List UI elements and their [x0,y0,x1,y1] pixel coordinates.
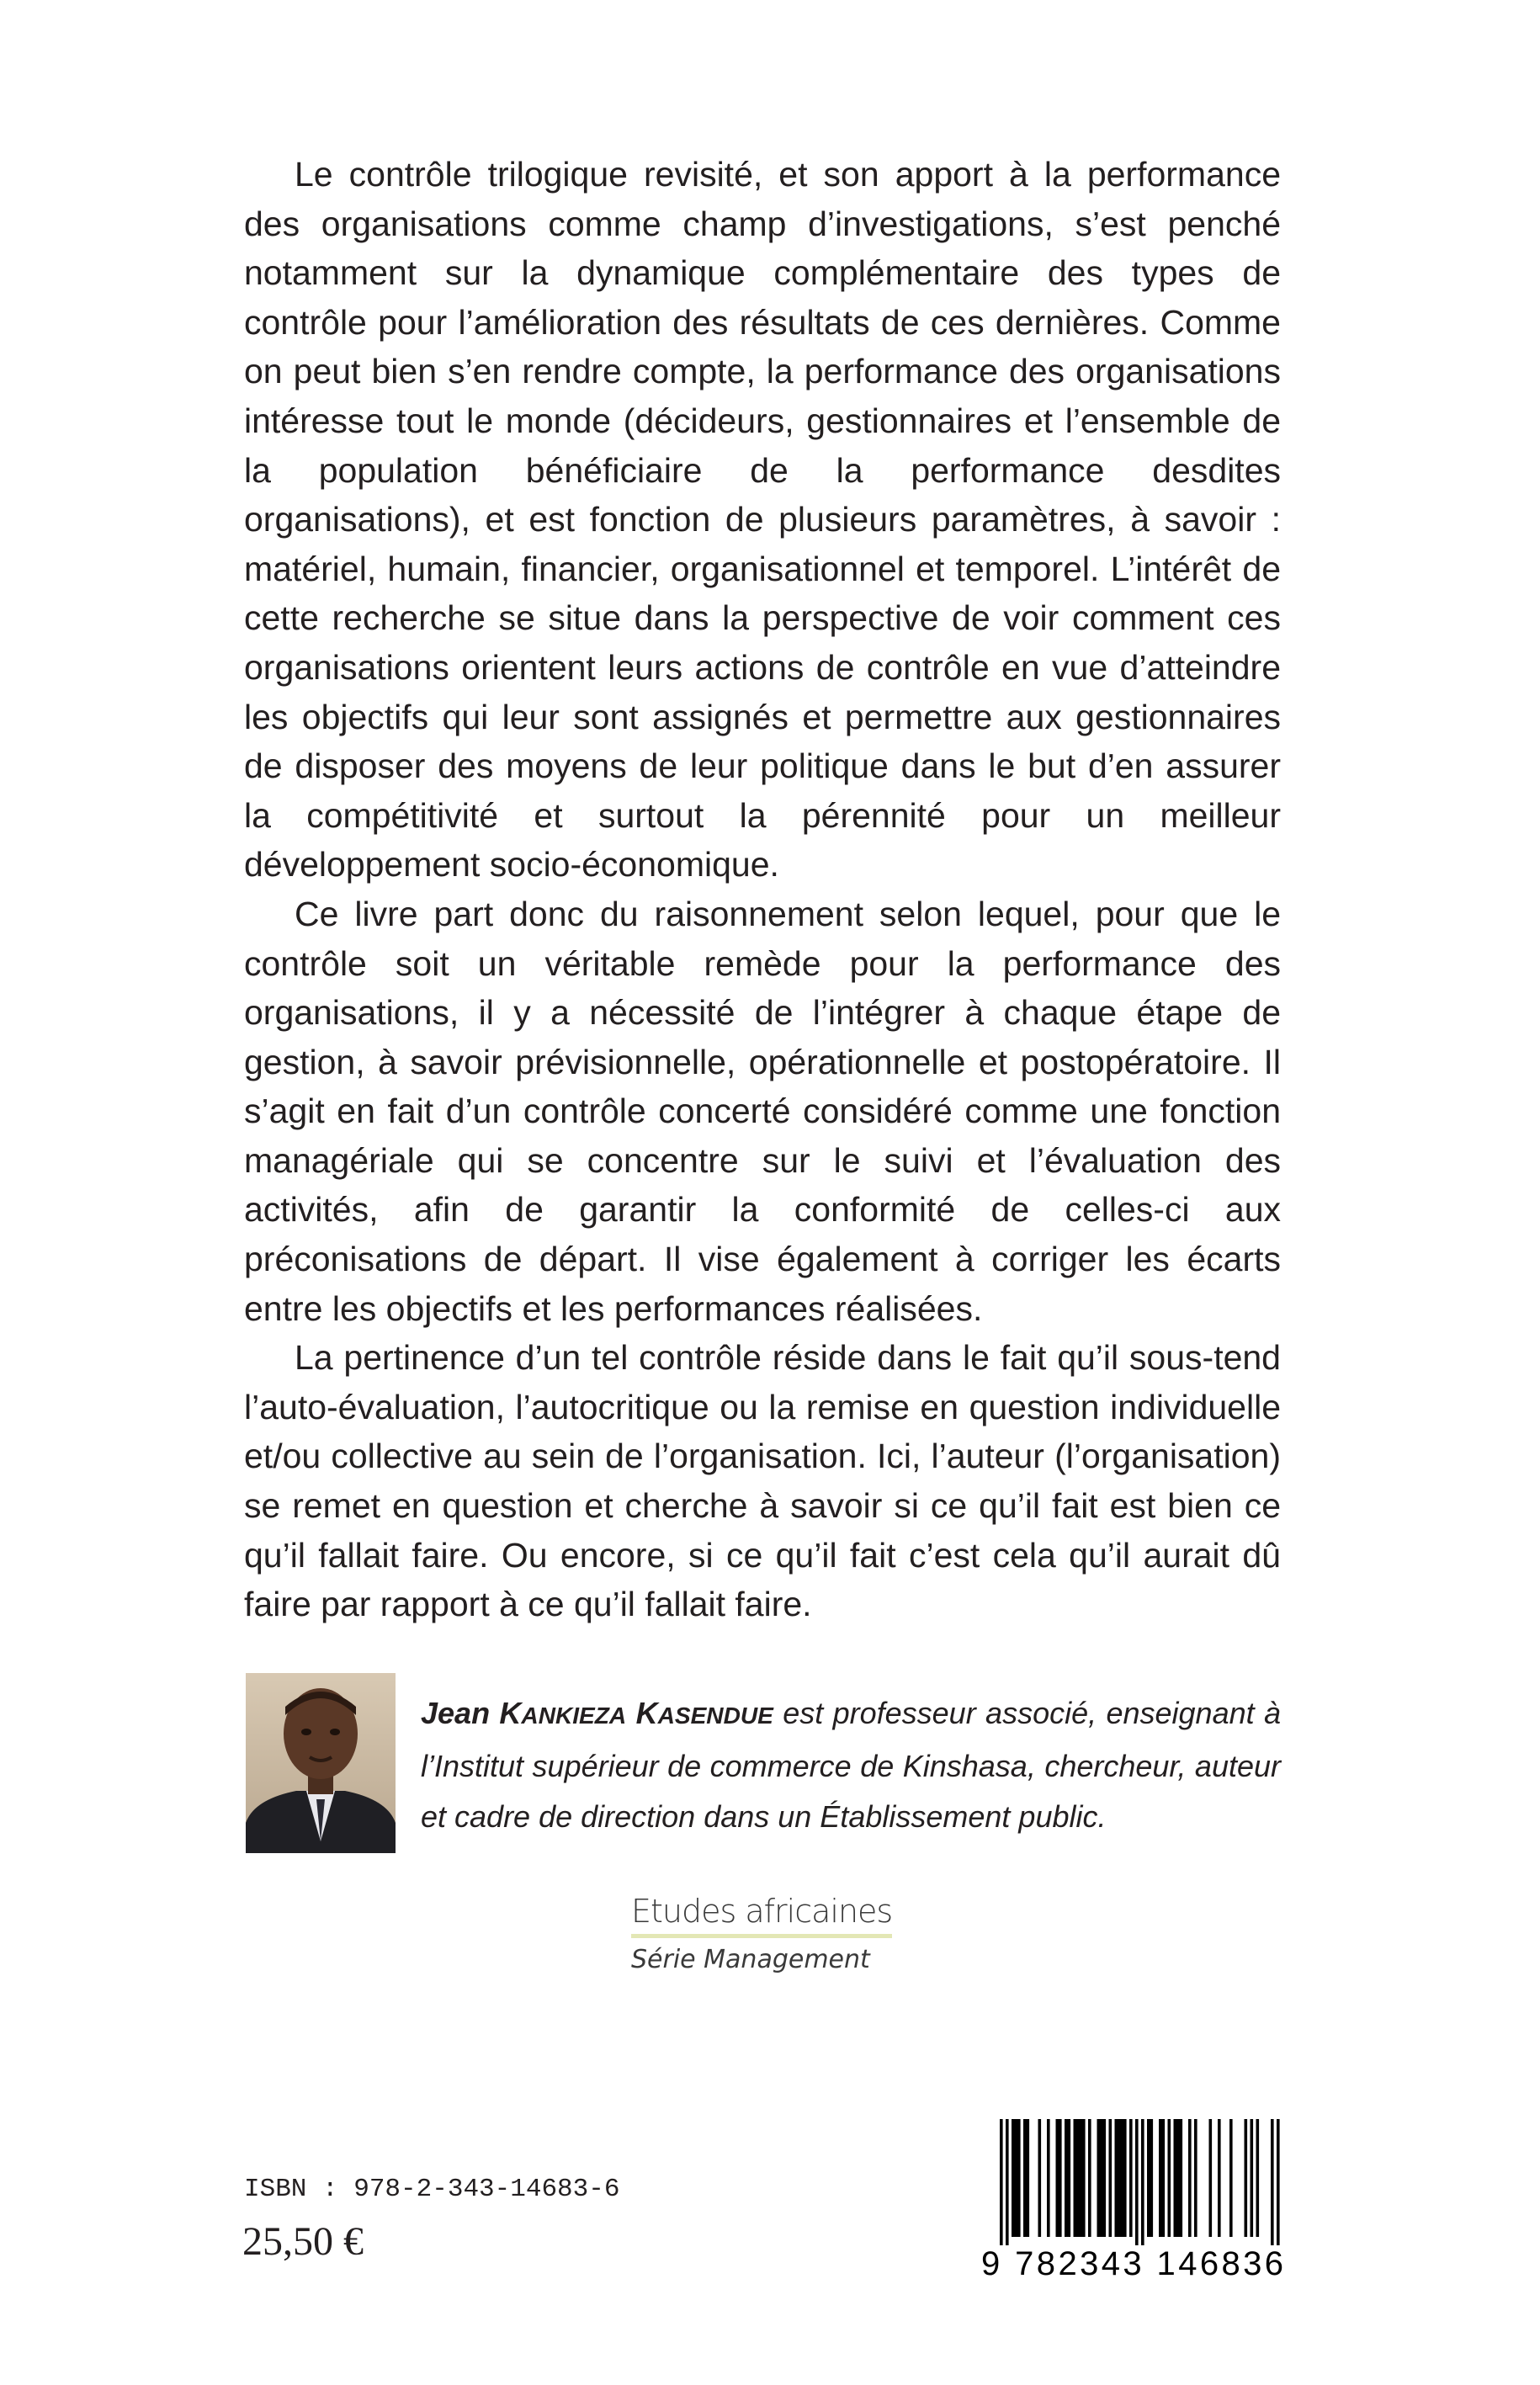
barcode-bar [1121,2119,1124,2237]
barcode-bar [1068,2119,1071,2237]
author-surname-initial: K [499,1696,522,1730]
author-postnom-initial: K [635,1696,658,1730]
barcode-bar [1123,2119,1127,2237]
barcode-bar [1168,2119,1171,2237]
barcode-bar [1017,2119,1021,2237]
barcode-bar [1103,2119,1107,2237]
barcode-bar [1188,2119,1192,2237]
author-photo [246,1673,396,1853]
barcode-bar [1097,2119,1101,2237]
barcode-bar [1109,2119,1113,2237]
barcode-bar [1162,2119,1166,2237]
barcode-bar [1277,2119,1280,2245]
barcode-bar [1118,2119,1121,2237]
barcode-bar [1012,2119,1015,2237]
barcode-bar [1015,2119,1018,2237]
barcode-bar [1176,2119,1180,2237]
collection-series: Série Management [631,1945,870,1974]
barcode-bar [1141,2119,1144,2245]
barcode-bar [1115,2119,1118,2237]
collection-block [631,1892,900,1977]
author-surname-rest: ANKIEZA [521,1702,627,1729]
barcode-bar [1006,2119,1009,2245]
author-first-name: Jean [421,1696,491,1730]
back-cover-text [244,150,1281,1629]
barcode-digits: 9 782343 146836 [981,2245,1287,2282]
isbn: ISBN : 978-2-343-14683-6 [244,2175,620,2204]
barcode-bar [1074,2119,1077,2237]
barcode-bar [1100,2119,1103,2237]
collection-rule [631,1934,892,1938]
barcode-bar [1150,2119,1154,2237]
author-postnom-rest: ASENDUE [657,1702,773,1729]
barcode-bar [1229,2119,1233,2237]
paragraph-3: La pertinence d’un tel contrôle réside dans le fait qu’il sous-tend l’auto-évaluation, l’autocritique ou la remise en question individuelle et/ou collective au sein de l’organisation. Ici, l’auteur (l’organisation) se remet en question et cherche à savoir si ce qu’il fait est bien ce qu’il fallait faire. Ou encore, si ce qu’il fait c’est cela qu’il aurait dû faire par rapport à ce qu’il fallait faire. [244,1338,1281,1624]
barcode [981,2119,1287,2284]
price: 25,50 € [242,2219,364,2264]
paragraph-1: Le contrôle trilogique revisité, et son apport à la performance des organisations comme champ d’investigations, s’est penché notamment sur la dynamique complémentaire des types de contrôle pour l’amélioration des résultats de ces dernières. Comme on peut bien s’en rendre compte, la performance des organisations intéresse tout le monde (décideurs, gestionnaires et l’ensemble de la population bénéficiaire de la performance desdites organisations), et est fonction de plusieurs paramètres, à savoir : matériel, humain, financier, organisationnel et temporel. L’intérêt de cette recherche se situe dans la perspective de voir comment ces organisations orientent leurs actions de contrôle en vue d’atteindre les objectifs qui leur sont assignés et permettre aux gestionnaires de disposer des moyens de leur politique dans le but d’en assurer la compétitivité et surtout la pérennité pour un meilleur développement socio-économique. [244,155,1281,884]
barcode-bar [1209,2119,1213,2237]
barcode-bar [1080,2119,1083,2237]
barcode-bar [1056,2119,1059,2237]
author-bio-text: est professeur associé, enseignant à l’Institut supérieur de commerce de Kinshasa, chercheur, auteur et cadre de direction dans un Établissement public. [421,1696,1281,1834]
collection-name: Etudes africaines [631,1893,893,1930]
barcode-bar [1047,2119,1050,2237]
barcode-bar [1218,2119,1221,2237]
barcode-bar [1251,2119,1254,2237]
barcode-bar [1027,2119,1030,2237]
barcode-bar [1082,2119,1086,2237]
barcode-bar [1129,2119,1133,2237]
barcode-bar [1256,2119,1260,2237]
author-name [421,1696,773,1730]
barcode-bar [1174,2119,1177,2237]
barcode-bar [1000,2119,1003,2245]
barcode-bars [981,2119,1281,2245]
barcode-bar [1076,2119,1080,2237]
barcode-bar [1059,2119,1062,2237]
barcode-bar [1065,2119,1068,2237]
barcode-bar [1135,2119,1139,2245]
barcode-bar [1038,2119,1042,2237]
barcode-bar [1147,2119,1150,2237]
barcode-bar [1245,2119,1248,2237]
barcode-bar [1088,2119,1091,2237]
barcode-bar [1159,2119,1162,2237]
author-bio [421,1688,1281,1842]
barcode-bar [1180,2119,1183,2237]
paragraph-2: Ce livre part donc du raisonnement selon lequel, pour que le contrôle soit un véritable remède pour la performance des organisations, il y a nécessité de l’intégrer à chaque étape de gestion, à savoir prévisionnelle, opérationnelle et postopératoire. Il s’agit en fait d’un contrôle concerté considéré comme une fonction managériale qui se concentre sur le suivi et l’évaluation des activités, afin de garantir la conformité de celles-ci aux préconisations de départ. Il vise également à corriger les écarts entre les objectifs et les performances réalisées. [244,894,1281,1328]
barcode-bar [1271,2119,1274,2245]
barcode-bar [1023,2119,1027,2237]
barcode-bar [1194,2119,1197,2237]
